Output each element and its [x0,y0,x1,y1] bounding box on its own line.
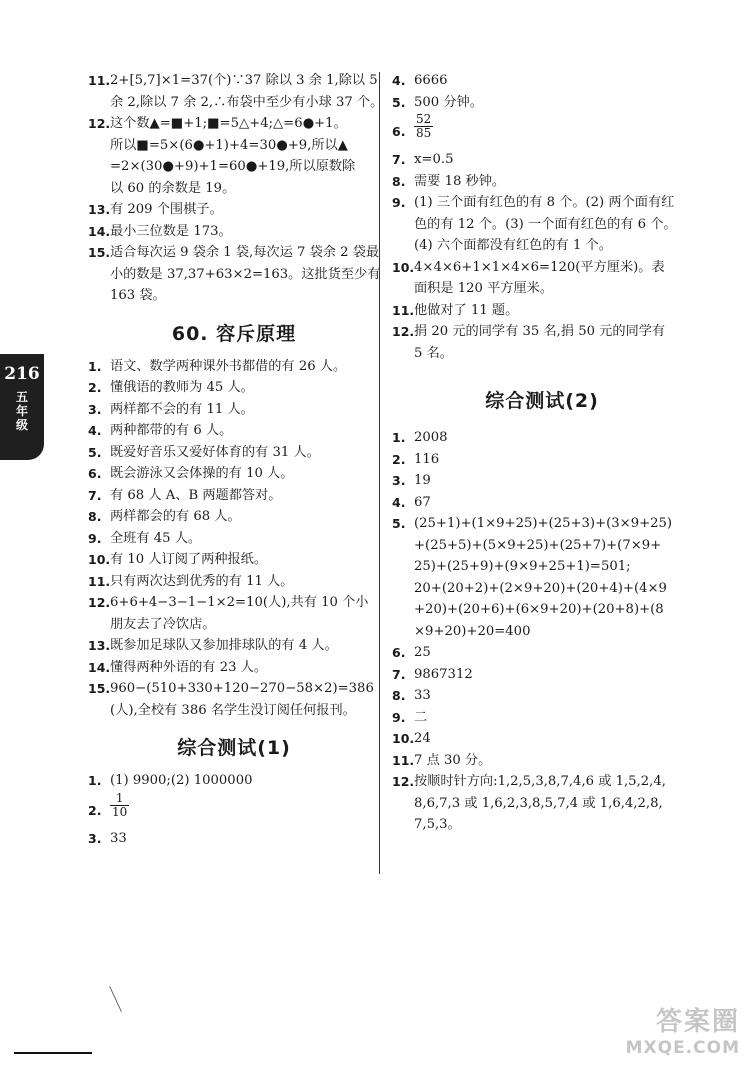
list-item [392,427,692,449]
bottom-rule [14,1052,92,1054]
right-column [392,70,692,836]
item-number: 2. [88,380,102,395]
fraction [110,792,129,819]
item-text-line: 既会游泳又会体操的有 10 人。 [110,466,294,481]
list-item [392,70,692,92]
list-item [88,377,380,399]
list-item [392,470,692,492]
item-number: 12. [88,595,111,610]
item-text-line: 7 点 30 分。 [414,752,492,768]
item-number: 2. [88,802,102,818]
list-item [88,828,380,850]
item-text-line: 20+(20+2)+(2×9+20)+(20+4)+(4×9 [414,580,667,596]
item-text-line: 8,6,7,3 或 1,6,2,3,8,5,7,4 或 1,6,4,2,8, [414,795,663,811]
list-item [88,678,380,721]
item-number: 11. [88,573,111,589]
item-text-line: +(25+5)+(5×9+25)+(25+7)+(7×9+ [414,537,662,553]
list-item [88,635,380,657]
list-item [88,113,380,199]
list-item [88,657,380,679]
item-number: 8. [88,509,102,524]
item-number: 9. [88,530,102,546]
list-item [392,492,692,514]
list-item [392,707,692,729]
item-text-line: 全班有 45 人。 [110,530,202,546]
item-text-line: 两样都会的有 68 人。 [110,509,241,524]
item-text-line: 二 [414,709,428,725]
item-text-line: 有 209 个围棋子。 [110,202,223,217]
item-number: 1. [392,430,406,445]
section-60-title: 60. 容斥原理 [171,322,297,345]
item-number: 6. [88,466,102,481]
item-number: 1. [88,358,102,374]
item-number: 6. [392,124,406,139]
item-text-line: 33 [414,688,431,703]
fraction-denominator: 85 [416,126,432,140]
test-2-title: 综合测试(2) [485,390,599,412]
list-item [392,92,692,114]
left-column [88,70,384,849]
list-item [88,506,380,528]
item-text-line: 有 68 人 A、B 两题都答对。 [110,487,282,503]
scan-mark [109,986,122,1012]
item-text-line: 以 60 的余数是 19。 [110,180,236,196]
item-text-line: 所以■=5×(6●+1)+4=30●+9,所以▲ [110,137,348,153]
item-text-line: 需要 18 秒钟。 [414,173,506,189]
list-item [392,149,692,171]
item-text-line: (4) 六个面都没有红色的有 1 个。 [414,238,612,253]
item-number: 4. [392,73,406,88]
item-text-line: 4×4×6+1×1×4×6=120(平方厘米)。表 [414,259,665,275]
item-number: 11. [392,752,415,768]
item-number: 5. [392,94,406,110]
item-text-line: 最小三位数是 173。 [110,223,232,239]
list-item [392,300,692,322]
list-item [392,257,692,300]
item-number: 10. [392,731,415,746]
item-text-line: 懂俄语的教师为 45 人。 [110,380,254,395]
watermark-logo: 答案圈 [655,1007,740,1037]
item-text-line: (25+1)+(1×9+25)+(25+3)+(3×9+25) [414,516,673,531]
list-item [392,664,692,686]
list-item [88,199,380,221]
item-text-line: 2008 [414,430,448,445]
item-number: 4. [88,423,102,438]
section-60-list [88,356,380,722]
item-text-line: 163 袋。 [110,288,166,303]
item-text: 33 [110,830,127,846]
item-number: 3. [88,401,102,417]
item-text-line: 5 名。 [414,345,453,361]
item-text-line: 7,5,3。 [414,817,461,832]
list-item [392,513,692,642]
item-number: 6. [392,645,406,660]
list-item [392,321,692,364]
item-text-line: 19 [414,473,431,488]
item-text-line: 只有两次达到优秀的有 11 人。 [110,573,294,589]
item-number: 7. [392,666,406,682]
item-text-line: (人),全校有 386 名学生没订阅任何报刊。 [110,702,356,718]
page-number: 216 [4,364,40,384]
item-number: 12. [88,116,111,131]
item-number: 7. [88,487,102,503]
fraction-numerator: 1 [110,792,129,806]
item-text: (1) 9900;(2) 1000000 [110,773,253,788]
item-number: 15. [88,681,111,696]
item-number: 10. [88,552,111,567]
item-number: 8. [392,173,406,189]
item-text-line: 25)+(25+9)+(9×9+25+1)=501; [414,559,631,574]
list-item [88,420,380,442]
item-text-line: x=0.5 [414,152,454,167]
item-number: 14. [88,223,111,239]
item-text-line: 懂得两种外语的有 23 人。 [110,659,268,675]
item-number: 9. [392,195,406,210]
item-text-line: 2+[5,7]×1=37(个)∵37 除以 3 余 1,除以 5 [110,73,378,88]
item-text-line: 24 [414,731,431,746]
list-item [88,442,380,464]
item-number: 4. [392,494,406,510]
item-number: 12. [392,774,415,789]
list-item [88,399,380,421]
answers-top-list-b [392,149,692,364]
item-text-line: 小的数是 37,37+63×2=163。这批货至少有 [110,266,381,282]
item-number: 3. [392,473,406,488]
item-text-line: 按顺时针方向:1,2,5,3,8,7,4,6 或 1,5,2,4, [414,774,666,789]
list-item [88,70,384,113]
item-text-line: 语文、数学两种课外书都借的有 26 人。 [110,358,347,374]
item-text-line: 25 [414,645,431,660]
list-item [88,356,380,378]
item-text-line: 适合每次运 9 袋余 1 袋,每次运 7 袋余 2 袋最 [110,245,380,260]
item-text-line: 朋友去了冷饮店。 [110,616,216,632]
item-number: 10. [392,259,415,275]
item-number: 11. [392,302,415,318]
list-item [88,792,380,828]
watermark [612,1001,740,1059]
list-item [88,592,380,635]
item-number: 12. [392,324,415,339]
list-item [392,685,692,707]
answers-top-list [88,70,384,307]
grade-label: 五年级 [15,390,28,432]
item-number: 1. [88,773,102,788]
watermark-url: MXQE.COM [625,1038,740,1058]
item-number: 9. [392,709,406,725]
list-item [88,770,380,792]
list-item [88,221,380,243]
page-tab [0,354,44,460]
list-item [392,113,692,149]
list-item [88,242,380,307]
list-item [88,528,380,550]
item-number: 14. [88,659,111,675]
item-text-line: 这个数▲=■+1;■=5△+4;△=6●+1。 [110,116,347,131]
item-number: 11. [88,73,111,88]
list-item [392,642,692,664]
list-item [392,728,692,750]
item-text-line: (1) 三个面有红色的有 8 个。(2) 两个面有红 [414,195,675,210]
item-number: 15. [88,245,111,260]
list-item [392,771,692,836]
fraction-denominator: 10 [112,804,128,819]
item-number: 13. [88,202,111,217]
item-text-line: 6666 [414,73,448,88]
fraction-numerator: 52 [416,112,432,126]
item-number: 7. [392,152,406,167]
item-text-line: +20)+(20+6)+(6×9+20)+(20+8)+(8 [414,602,664,617]
item-text-line: 960−(510+330+120−270−58×2)=386 [110,681,374,696]
item-number: 13. [88,638,111,653]
list-item [392,171,692,193]
item-text-line: 9867312 [414,666,473,682]
item-text-line: 面积是 120 平方厘米。 [414,281,554,296]
item-number: 3. [88,830,102,846]
fraction [414,113,433,140]
item-text-line: 500 分钟。 [414,94,483,110]
item-number: 2. [392,451,406,467]
item-text-line: 67 [414,494,431,510]
list-item [392,192,692,257]
item-text-line: 既爱好音乐又爱好体育的有 31 人。 [110,444,320,460]
test-2-list [392,427,692,836]
list-item [88,549,380,571]
item-text-line: 捐 20 元的同学有 35 名,捐 50 元的同学有 [414,324,666,339]
item-number: 8. [392,688,406,703]
item-text-line: 有 10 人订阅了两种报纸。 [110,552,268,567]
item-text-line: 两种都带的有 6 人。 [110,423,233,438]
list-item [88,463,380,485]
item-number: 5. [392,516,406,531]
item-text-line: ×9+20)+20=400 [414,623,531,639]
item-text-line: 他做对了 11 题。 [414,302,519,318]
test-1-title: 综合测试(1) [177,737,291,759]
item-text-line: =2×(30●+9)+1=60●+19,所以原数除 [110,159,356,174]
list-item [392,449,692,471]
list-item [392,750,692,772]
item-text-line: 116 [414,451,440,467]
item-text-line: 色的有 12 个。(3) 一个面有红色的有 6 个。 [414,216,677,232]
item-text-line: 余 2,除以 7 余 2,∴布袋中至少有小球 37 个。 [110,94,384,110]
list-item [88,485,380,507]
item-text-line: 两样都不会的有 11 人。 [110,401,254,417]
answers-top-list-a [392,70,692,113]
item-number: 5. [88,444,102,460]
item-text-line: 6+6+4−3−1−1×2=10(人),共有 10 个小 [110,595,369,610]
list-item [88,571,380,593]
item-text-line: 既参加足球队又参加排球队的有 4 人。 [110,638,338,653]
